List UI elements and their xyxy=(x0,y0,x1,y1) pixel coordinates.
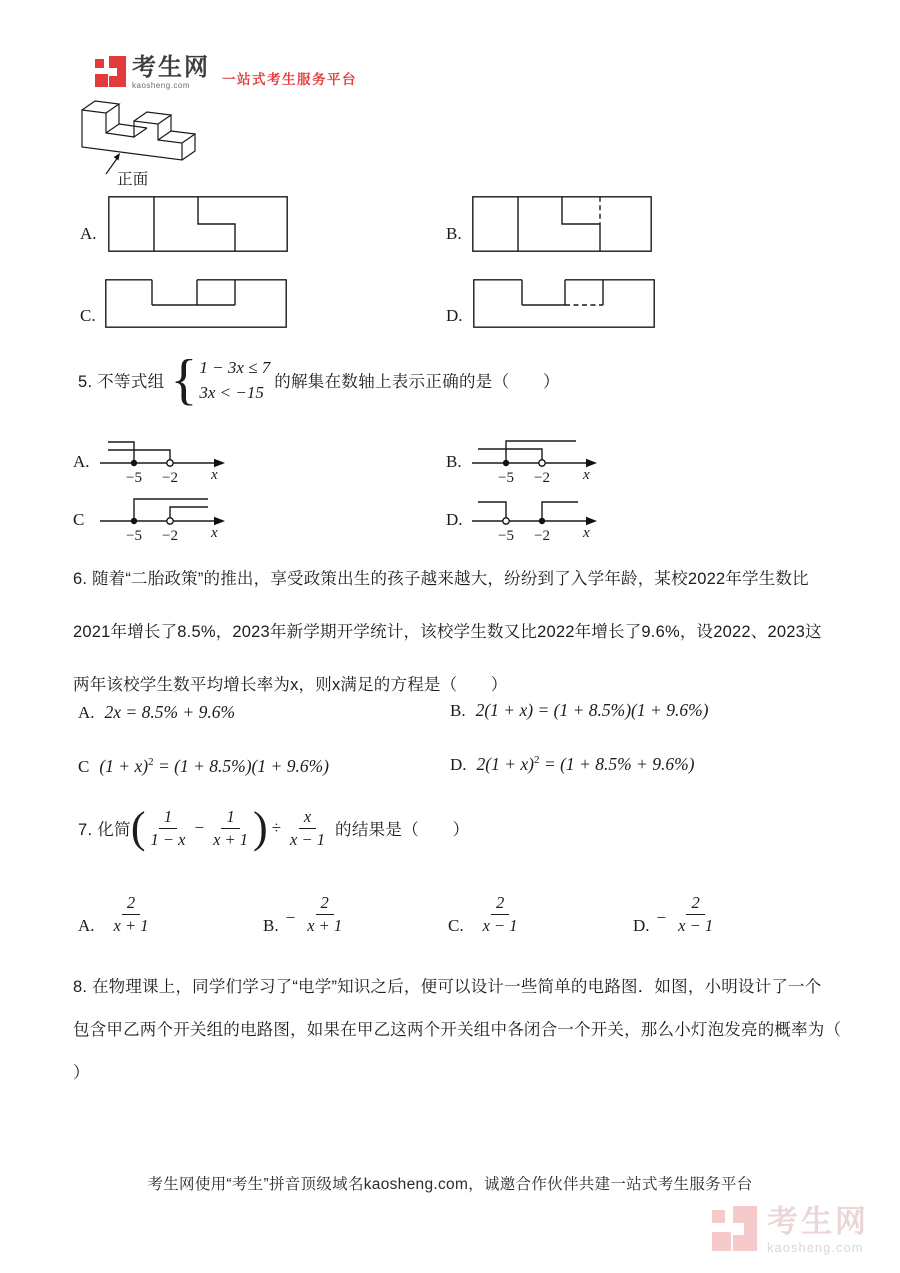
watermark-domain: kaosheng.com xyxy=(767,1240,864,1255)
q7-option-c-fraction: $\frac{2}{x - 1}$ xyxy=(482,893,518,935)
front-view-label: 正面 xyxy=(117,171,149,188)
q7-prefix: 7. 化简 xyxy=(78,821,131,839)
q7-option-b-fraction: $\frac{2}{x + 1}$ xyxy=(307,893,343,935)
q7-option-d-label: D. xyxy=(633,915,650,935)
axis-label: x xyxy=(211,467,218,483)
q6-option-a-formula: 2x = 8.5% + 9.6% xyxy=(104,702,236,722)
view-option-a-label: A. xyxy=(80,224,97,243)
view-b-diagram xyxy=(472,196,652,252)
axis-label: x xyxy=(583,525,590,541)
q6-option-d-label: D. xyxy=(450,754,467,774)
tick-label: −2 xyxy=(534,528,550,544)
q6-option-d-formula: $2(1 + x)^2 = (1 + 8.5\% + 9.6\%)$ xyxy=(476,754,695,774)
q5-suffix: 的解集在数轴上表示正确的是（ ） xyxy=(274,373,560,391)
axis-label: x xyxy=(583,467,590,483)
view-c-diagram xyxy=(105,279,287,328)
watermark-logo xyxy=(712,1206,869,1255)
divide-sign: ÷ xyxy=(271,818,282,837)
close-paren: ) xyxy=(253,803,268,852)
view-option-c-label: C. xyxy=(80,306,96,325)
q7-option-c-label: C. xyxy=(448,915,464,935)
view-option-d-label: D. xyxy=(446,306,463,325)
q6-option-b-formula: 2(1 + x) = (1 + 8.5%)(1 + 9.6%) xyxy=(475,700,709,720)
question-6 xyxy=(73,553,865,712)
fraction-1: $\frac{1}{1 - x}$ xyxy=(150,806,186,849)
inequality-system xyxy=(199,358,270,403)
q5-prefix: 5. 不等式组 xyxy=(78,373,165,391)
q6-option-c-formula: $(1 + x)^2 = (1 + 8.5\%)(1 + 9.6\%)$ xyxy=(99,756,329,776)
q6-option-c xyxy=(78,756,329,777)
fraction-3: $\frac{x}{x - 1}$ xyxy=(290,806,326,849)
view-d-diagram xyxy=(473,279,655,328)
q7-option-c xyxy=(448,893,523,936)
view-a-diagram xyxy=(108,196,288,252)
numberline-b xyxy=(470,432,602,487)
watermark-brand: 考生网 xyxy=(767,1204,869,1239)
tick-label: −5 xyxy=(126,470,142,486)
q7-option-d xyxy=(633,893,718,936)
q8-line-1: 8. 在物理课上，同学们学习了“电学”知识之后，便可以设计一些简单的电路图．如图，小明设计了一个 xyxy=(73,978,822,996)
brand-text: 考生网 xyxy=(132,54,210,81)
numberline-a-label: A. xyxy=(73,452,90,471)
tick-label: −2 xyxy=(534,470,550,486)
minus-sign: − xyxy=(194,818,205,837)
kaosheng-watermark-icon xyxy=(712,1206,758,1255)
sign: − xyxy=(285,908,296,928)
q8-line-3: ） xyxy=(73,1064,90,1082)
q8-line-2: 包含甲乙两个开关组的电路图，如果在甲乙这两个开关组中各闭合一个开关，那么小灯泡发亮的概率为（ xyxy=(73,1021,842,1039)
numberline-b-label: B. xyxy=(446,452,462,471)
q7-option-a-label: A. xyxy=(78,915,95,935)
footer-text: 考生网使用“考生”拼音顶级域名kaosheng.com，诚邀合作伙伴共建一站式考生服务平台 xyxy=(147,1176,753,1193)
fraction-2: $\frac{1}{x + 1}$ xyxy=(213,806,249,849)
tick-label: −5 xyxy=(498,470,514,486)
tick-label: −5 xyxy=(498,528,514,544)
q6-option-b-label: B. xyxy=(450,700,466,720)
brand-domain: kaosheng.com xyxy=(132,81,191,90)
tick-label: −2 xyxy=(162,470,178,486)
q6-line-2: 2021年增长了8.5%，2023年新学期开学统计，该校学生数又比2022年增长了9.6%，设2022、2023这 xyxy=(73,623,822,641)
q6-option-d xyxy=(450,754,695,775)
q6-option-c-label: C xyxy=(78,756,90,776)
numberline-c xyxy=(98,490,230,545)
brand-tagline: 一站式考生服务平台 xyxy=(222,72,357,87)
q7-option-a xyxy=(78,893,154,936)
inequality-1: 1 − 3x ≤ 7 xyxy=(199,357,271,377)
view-option-b-label: B. xyxy=(446,224,462,243)
question-5 xyxy=(78,349,560,411)
axis-label: x xyxy=(211,525,218,541)
q7-option-b-label: B. xyxy=(263,915,279,935)
brace-symbol: { xyxy=(170,349,198,411)
solid-figure xyxy=(70,82,215,194)
tick-label: −5 xyxy=(126,528,142,544)
open-paren: ( xyxy=(130,803,146,852)
question-7 xyxy=(78,803,470,852)
question-8 xyxy=(73,966,873,1095)
q7-option-d-fraction: $\frac{2}{x - 1}$ xyxy=(678,893,714,935)
numberline-c-label: C xyxy=(73,510,85,529)
inequality-2: 3x < −15 xyxy=(199,382,264,402)
q7-option-a-fraction: $\frac{2}{x + 1}$ xyxy=(113,893,149,935)
q6-line-1: 6. 随着“二胎政策”的推出，享受政策出生的孩子越来越大，纷纷到了入学年龄，某校2022年学生数比 xyxy=(73,570,809,588)
numberline-d-label: D. xyxy=(446,510,463,529)
tick-label: −2 xyxy=(162,528,178,544)
numberline-a xyxy=(98,432,230,487)
q6-option-a xyxy=(78,702,235,723)
q7-suffix: 的结果是（ ） xyxy=(335,821,470,839)
q6-line-3: 两年该校学生数平均增长率为x，则x满足的方程是（ ） xyxy=(73,676,508,694)
q6-option-b xyxy=(450,700,708,721)
q6-option-a-label: A. xyxy=(78,702,95,722)
sign: − xyxy=(656,908,667,928)
numberline-d xyxy=(470,490,602,545)
q7-option-b xyxy=(263,893,347,936)
